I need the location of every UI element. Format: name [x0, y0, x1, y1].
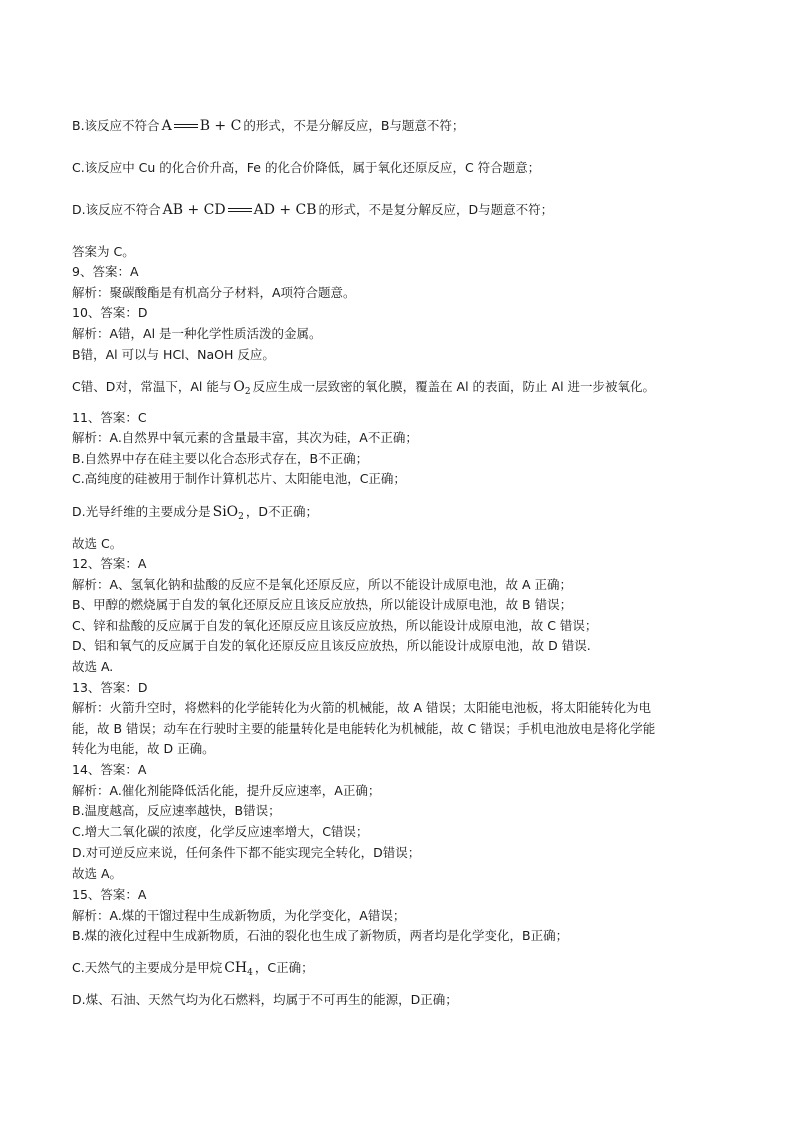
line-q15-b: B.煤的液化过程中生成新物质，石油的裂化也生成了新物质，两者均是化学变化，B正确； — [72, 928, 569, 943]
equals-sign — [173, 121, 199, 131]
formula-main: O — [233, 379, 245, 395]
line-q10-answer: 10、答案：D — [72, 305, 148, 320]
line-q12-a: 解析：A、氢氧化钠和盐酸的反应不是氧化还原反应，所以不能设计成原电池，故 A 正确； — [72, 577, 573, 592]
equals-sign — [227, 205, 253, 215]
line-q12-b: B、甲醇的燃烧属于自发的氧化还原反应且该反应放热，所以能设计成原电池，故 B 错误； — [72, 597, 573, 612]
line-answer-c: 答案为 C。 — [72, 244, 135, 259]
text: 的形式，不是分解反应，B与题意不符； — [243, 118, 465, 133]
line-q14-answer: 14、答案：A — [72, 762, 147, 777]
formula-main: CH — [224, 960, 248, 976]
text: D.该反应不符合 — [72, 202, 161, 217]
reactants: AB + CD — [162, 202, 226, 218]
line-d-double-replacement — [72, 200, 553, 220]
line-q13-answer: 13、答案：D — [72, 680, 148, 695]
line-q14-a: 解析：A.催化剂能降低活化能，提升反应速率，A正确； — [72, 783, 381, 798]
line-q11-answer: 11、答案：C — [72, 410, 147, 425]
text: ，C正确； — [254, 960, 314, 975]
line-q14-d: D.对可逆反应来说，任何条件下都不能实现完全转化，D错误； — [72, 845, 421, 860]
line-q15-d: D.煤、石油、天然气均为化石燃料，均属于不可再生的能源，D正确； — [72, 992, 458, 1007]
line-q15-c — [72, 958, 314, 978]
line-q11-a: 解析：A.自然界中氧元素的含量最丰富，其次为硅，A不正确； — [72, 430, 418, 445]
product: B + C — [199, 118, 242, 134]
text: B.该反应不符合 — [72, 118, 160, 133]
text: 反应生成一层致密的氧化膜，覆盖在 Al 的表面，防止 Al 进一步被氧化。 — [252, 379, 656, 394]
formula-ch4 — [224, 958, 253, 978]
line-q11-c: C.高纯度的硅被用于制作计算机芯片、太阳能电池，C正确； — [72, 471, 406, 486]
line-q15-a: 解析：A.煤的干馏过程中生成新物质，为化学变化，A错误； — [72, 908, 406, 923]
line-b-decomposition — [72, 116, 464, 136]
line-q12-c: C、锌和盐酸的反应属于自发的氧化还原反应且该反应放热，所以能设计成原电池，故 C 错误； — [72, 618, 598, 633]
line-choose-a: 故选 A. — [72, 659, 114, 674]
line-q10-a: 解析：A错，Al 是一种化学性质活泼的金属。 — [72, 326, 322, 341]
line-choose-c: 故选 C。 — [72, 536, 123, 551]
line-q15-answer: 15、答案：A — [72, 887, 147, 902]
line-choose-a-2: 故选 A。 — [72, 866, 123, 881]
line-q12-d: D、铝和氧气的反应属于自发的氧化还原反应且该反应放热，所以能设计成原电池，故 D 错误. — [72, 638, 591, 653]
line-q13-analysis-1: 解析：火箭升空时，将燃料的化学能转化为火箭的机械能，故 A 错误；太阳能电池板，将太阳能转化为电 — [72, 700, 651, 715]
products: AD + CB — [253, 202, 317, 218]
line-q10-cd — [72, 377, 655, 397]
text: C错、D对，常温下，Al 能与 — [72, 379, 232, 394]
text: C.天然气的主要成分是甲烷 — [72, 960, 223, 975]
line-q10-b: B错，Al 可以与 HCl、NaOH 反应。 — [72, 347, 275, 362]
line-q13-analysis-3: 转化为电能，故 D 正确。 — [72, 741, 215, 756]
line-q14-b: B.温度越高，反应速率越快，B错误； — [72, 803, 281, 818]
formula-main: SiO — [212, 504, 239, 520]
formula-sub: 2 — [238, 512, 244, 522]
line-q14-c: C.增大二氧化碳的浓度，化学反应速率增大，C错误； — [72, 824, 369, 839]
text: 的形式，不是复分解反应，D与题意不符； — [318, 202, 554, 217]
formula-sio2 — [213, 502, 244, 522]
text: ，D不正确； — [245, 504, 319, 519]
formula-sub: 2 — [244, 387, 251, 397]
reactant: A — [161, 118, 172, 134]
line-q9-analysis: 解析：聚碳酸酯是有机高分子材料，A项符合题意。 — [72, 285, 356, 300]
line-q11-b: B.自然界中存在硅主要以化合态形式存在，B不正确； — [72, 451, 369, 466]
line-q11-d — [72, 502, 318, 522]
line-c-redox: C.该反应中 Cu 的化合价升高，Fe 的化合价降低，属于氧化还原反应，C 符合题意； — [72, 160, 541, 175]
equation — [162, 116, 242, 136]
equation — [163, 200, 317, 220]
formula-o2 — [233, 377, 250, 397]
line-q13-analysis-2: 能，故 B 错误；动车在行驶时主要的能量转化是电能转化为机械能，故 C 错误；手机电池放电是将化学能 — [72, 721, 656, 736]
line-q9-answer: 9、答案：A — [72, 264, 139, 279]
formula-sub: 4 — [247, 968, 253, 978]
line-q12-answer: 12、答案：A — [72, 556, 147, 571]
text: D.光导纤维的主要成分是 — [72, 504, 211, 519]
